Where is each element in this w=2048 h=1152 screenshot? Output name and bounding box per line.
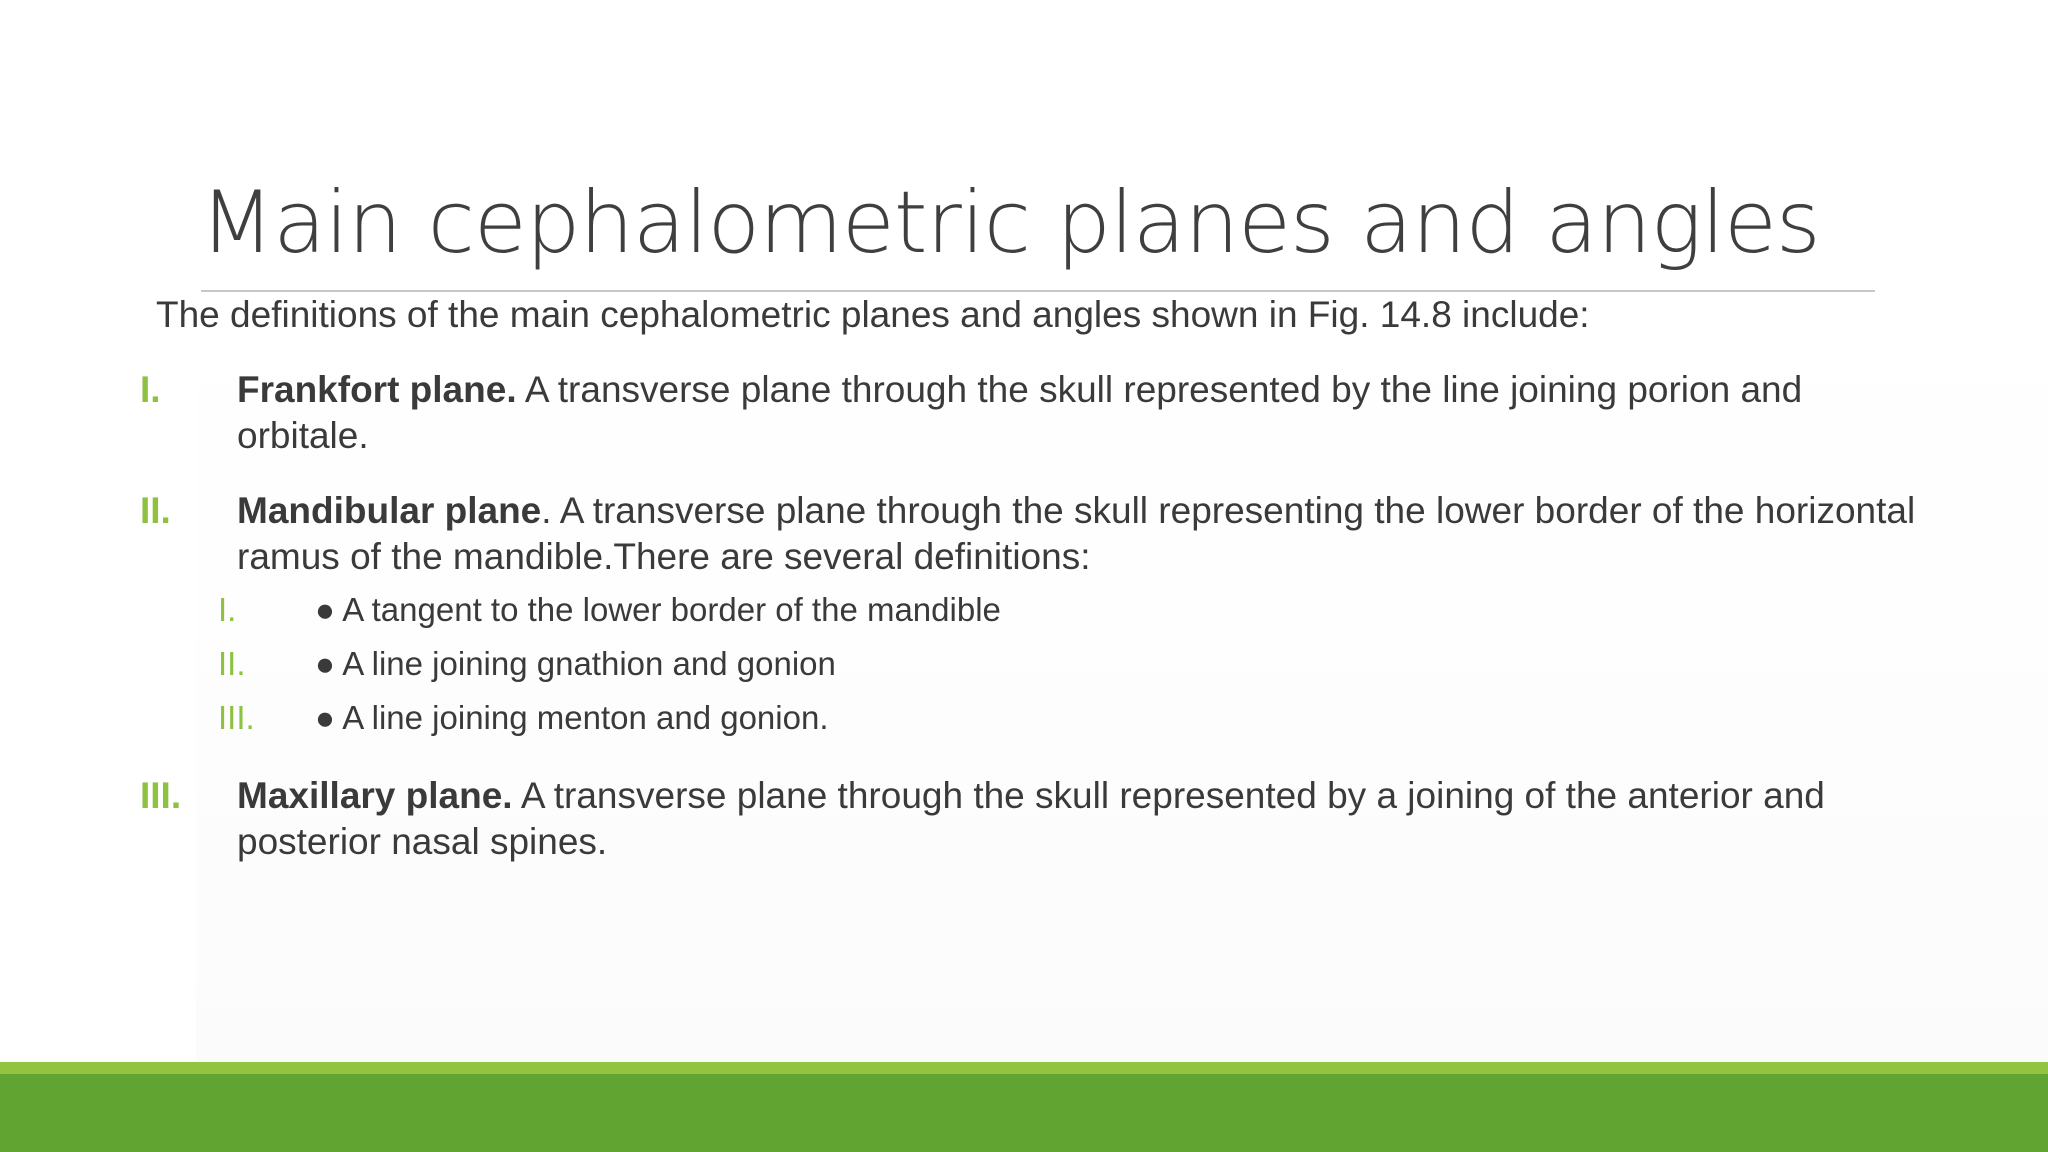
sub-item-text: ● A tangent to the lower border of the mandible <box>315 591 1001 628</box>
sub-numeral: III. <box>218 699 255 736</box>
term-label: Mandibular plane <box>237 490 542 531</box>
footer-band-dark <box>0 1074 2048 1152</box>
list-numeral: II. <box>140 490 171 531</box>
sub-item <box>218 644 836 684</box>
definition-text: . A transverse plane through the skull representing the lower border of the horizontal ramus of the mandible.There are several definitions: <box>237 490 1916 577</box>
sub-item <box>218 698 828 738</box>
sub-item-text: ● A line joining menton and gonion. <box>315 699 829 736</box>
list-item-frankfort <box>140 367 1920 459</box>
intro-text: The definitions of the main cephalometric planes and angles shown in Fig. 14.8 include: <box>156 294 1590 335</box>
list-numeral: I. <box>140 369 161 410</box>
list-numeral: III. <box>140 775 182 816</box>
list-item-mandibular <box>140 488 1920 580</box>
slide-title: Main cephalometric planes and angles <box>200 173 1820 273</box>
list-item-text <box>237 773 1920 865</box>
footer-band-light <box>0 1062 2048 1074</box>
list-item-text <box>237 367 1920 459</box>
sub-numeral: I. <box>218 591 237 628</box>
sub-item-text: ● A line joining gnathion and gonion <box>315 645 836 682</box>
definition-text: A transverse plane through the skull represented by the line joining porion and orbitale. <box>237 369 1803 456</box>
list-item-text <box>237 488 1920 580</box>
list-item-maxillary <box>140 773 1920 865</box>
sub-numeral: II. <box>218 645 246 682</box>
term-label: Frankfort plane. <box>237 369 517 410</box>
term-label: Maxillary plane. <box>237 775 513 816</box>
definition-text: A transverse plane through the skull represented by a joining of the anterior and posterior nasal spines. <box>237 775 1825 862</box>
sub-item <box>218 590 1001 630</box>
